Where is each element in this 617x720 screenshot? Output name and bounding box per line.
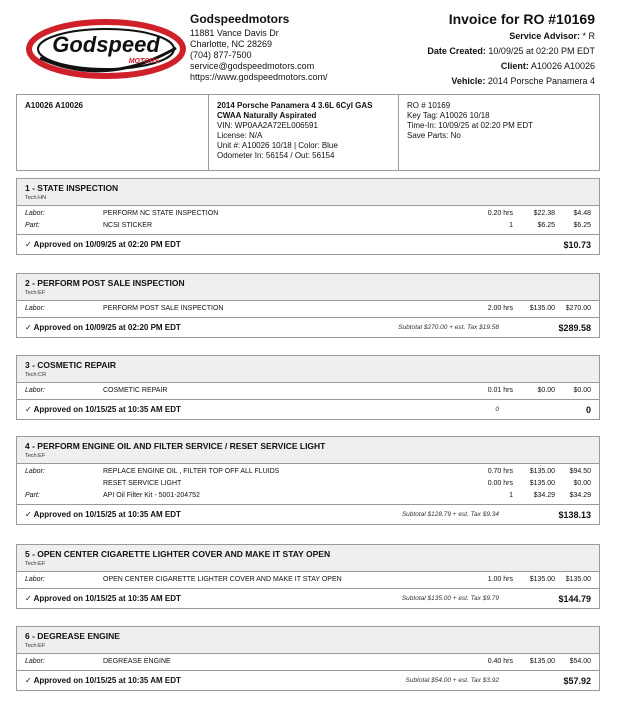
approval-status: ✓ Approved on 10/09/25 at 02:20 PM EDT [25,240,181,249]
job-total: $144.79 [558,594,591,604]
job-footer [17,317,599,337]
shop-email[interactable]: service@godspeedmotors.com [190,61,315,71]
line-description: PERFORM NC STATE INSPECTION [103,210,219,217]
job-title: 6 - DEGREASE ENGINE [25,631,120,641]
line-type: Part: [25,492,40,499]
job-tech: Tech:CR [25,372,47,378]
shop-name: Godspeedmotors [190,12,290,26]
shop-details [190,12,328,83]
job-footer [17,234,599,254]
line-description: OPEN CENTER CIGARETTE LIGHTER COVER AND MAKE IT STAY OPEN [103,576,342,583]
approval-status: ✓ Approved on 10/15/25 at 10:35 AM EDT [25,676,181,685]
vehicle-line1: 2014 Porsche Panamera 4 3.6L 6Cyl GAS [217,101,373,110]
line-type: Labor: [25,210,45,217]
line-description: REPLACE ENGINE OIL , FILTER TOP OFF ALL FLUIDS [103,468,280,475]
line-type: Labor: [25,387,45,394]
job-card [16,355,600,420]
line-quantity: 0.40 hrs [487,658,513,665]
client: Client: A10026 A10026 [500,61,595,71]
job-subtotal: 0 [495,406,499,413]
line-amount: $0.00 [573,387,591,394]
job-title: 5 - OPEN CENTER CIGARETTE LIGHTER COVER AND MAKE IT STAY OPEN [25,549,331,559]
job-header [17,627,599,654]
job-card [16,626,600,691]
line-description: PERFORM POST SALE INSPECTION [103,305,224,312]
ro-column [399,95,599,170]
job-footer [17,670,599,690]
job-card [16,273,600,338]
job-card [16,436,600,525]
job-lines [17,572,599,588]
line-description: RESET SERVICE LIGHT [103,480,182,487]
job-card [16,544,600,609]
job-header [17,179,599,206]
line-price: $135.00 [529,480,555,487]
service-advisor: Service Advisor: * R [509,31,595,41]
approval-status: ✓ Approved on 10/15/25 at 10:35 AM EDT [25,510,181,519]
line-quantity: 1 [509,222,513,229]
job-lines [17,206,599,234]
vehicle: Vehicle: 2014 Porsche Panamera 4 [451,76,595,86]
vehicle-line2: CWAA Naturally Aspirated [217,111,317,120]
line-item [17,656,599,668]
time-in: Time-In: 10/09/25 at 02:20 PM EDT [407,121,533,130]
line-item [17,208,599,220]
job-title: 2 - PERFORM POST SALE INSPECTION [25,278,185,288]
invoice-summary [427,10,595,89]
line-amount: $6.25 [573,222,591,229]
line-amount: $94.50 [569,468,591,475]
line-amount: $54.00 [569,658,591,665]
line-type: Labor: [25,468,45,475]
invoice-title: Invoice for RO #10169 [448,11,595,27]
logo-text: Godspeed [52,32,160,57]
job-footer [17,588,599,608]
job-lines [17,301,599,317]
shop-address2: Charlotte, NC 28269 [190,39,273,49]
job-total: $289.58 [558,323,591,333]
line-type: Labor: [25,305,45,312]
job-total: $138.13 [558,510,591,520]
line-quantity: 2.00 hrs [487,305,513,312]
vehicle-column [209,95,399,170]
line-quantity: 0.01 hrs [487,387,513,394]
date-created: Date Created: 10/09/25 at 02:20 PM EDT [427,46,595,56]
customer-name: A10026 A10026 [25,101,83,110]
line-item [17,466,599,478]
approval-status: ✓ Approved on 10/09/25 at 02:20 PM EDT [25,323,181,332]
vehicle-info-box [16,94,600,171]
line-description: NCSI STICKER [103,222,153,229]
job-header [17,356,599,383]
job-tech: Tech:EF [25,561,46,567]
godspeed-logo [26,18,186,80]
line-price: $0.00 [537,387,555,394]
line-quantity: 0.00 hrs [487,480,513,487]
line-price: $135.00 [529,576,555,583]
line-item [17,490,599,502]
shop-website[interactable]: https://www.godspeedmotors.com/ [190,72,328,82]
job-header [17,545,599,572]
line-amount: $4.48 [573,210,591,217]
line-price: $135.00 [529,305,555,312]
job-total: $10.73 [563,240,591,250]
job-lines [17,654,599,670]
logo-subtext: MOTORS [128,58,160,65]
line-type: Labor: [25,576,45,583]
line-description: DEGREASE ENGINE [103,658,171,665]
line-item [17,574,599,586]
vin: VIN: WP0AA2A72EL006591 [217,121,318,130]
job-subtotal: Subtotal $54.00 + est. Tax $3.92 [405,677,499,684]
approval-status: ✓ Approved on 10/15/25 at 10:35 AM EDT [25,405,181,414]
job-tech: Tech:HN [25,195,47,201]
approval-status: ✓ Approved on 10/15/25 at 10:35 AM EDT [25,594,181,603]
job-card [16,178,600,255]
line-item [17,220,599,232]
job-title: 3 - COSMETIC REPAIR [25,360,116,370]
shop-address1: 11881 Vance Davis Dr [190,28,279,38]
line-price: $135.00 [529,658,555,665]
job-header [17,274,599,301]
job-title: 1 - STATE INSPECTION [25,183,119,193]
job-total: $57.92 [563,676,591,686]
job-lines [17,383,599,399]
line-amount: $270.00 [565,305,591,312]
line-price: $6.25 [537,222,555,229]
line-price: $22.38 [533,210,555,217]
line-type: Part: [25,222,40,229]
odometer: Odometer In: 56154 / Out: 56154 [217,151,335,160]
job-tech: Tech:EF [25,453,46,459]
line-price: $135.00 [529,468,555,475]
license: License: N/A [217,131,263,140]
job-tech: Tech:EF [25,290,46,296]
line-quantity: 0.20 hrs [487,210,513,217]
line-amount: $0.00 [573,480,591,487]
job-lines [17,464,599,504]
job-subtotal: Subtotal $270.00 + est. Tax $19.58 [398,324,499,331]
job-header [17,437,599,464]
line-price: $34.29 [533,492,555,499]
job-title: 4 - PERFORM ENGINE OIL AND FILTER SERVICE / RESET SERVICE LIGHT [25,441,326,451]
line-type: Labor: [25,658,45,665]
line-quantity: 1.00 hrs [487,576,513,583]
job-subtotal: Subtotal $128.79 + est. Tax $9.34 [401,511,499,518]
line-amount: $34.29 [569,492,591,499]
job-footer [17,399,599,419]
shop-phone[interactable]: (704) 877-7500 [190,50,252,60]
line-item [17,385,599,397]
line-item [17,478,599,490]
line-description: COSMETIC REPAIR [103,387,168,394]
invoice-header [0,0,617,92]
line-quantity: 1 [509,492,513,499]
line-description: API Oil Filter Kit - 5001-204752 [103,492,200,499]
job-total: 0 [585,405,591,415]
job-subtotal: Subtotal $135.00 + est. Tax $9.79 [401,595,499,602]
line-item [17,303,599,315]
ro-number: RO # 10169 [407,101,451,110]
unit: Unit #: A10026 10/18 | Color: Blue [217,141,338,150]
save-parts: Save Parts: No [407,131,461,140]
line-amount: $135.00 [565,576,591,583]
customer-column [17,95,209,170]
job-tech: Tech:EF [25,643,46,649]
key-tag: Key Tag: A10026 10/18 [407,111,490,120]
line-quantity: 0.70 hrs [487,468,513,475]
job-footer [17,504,599,524]
